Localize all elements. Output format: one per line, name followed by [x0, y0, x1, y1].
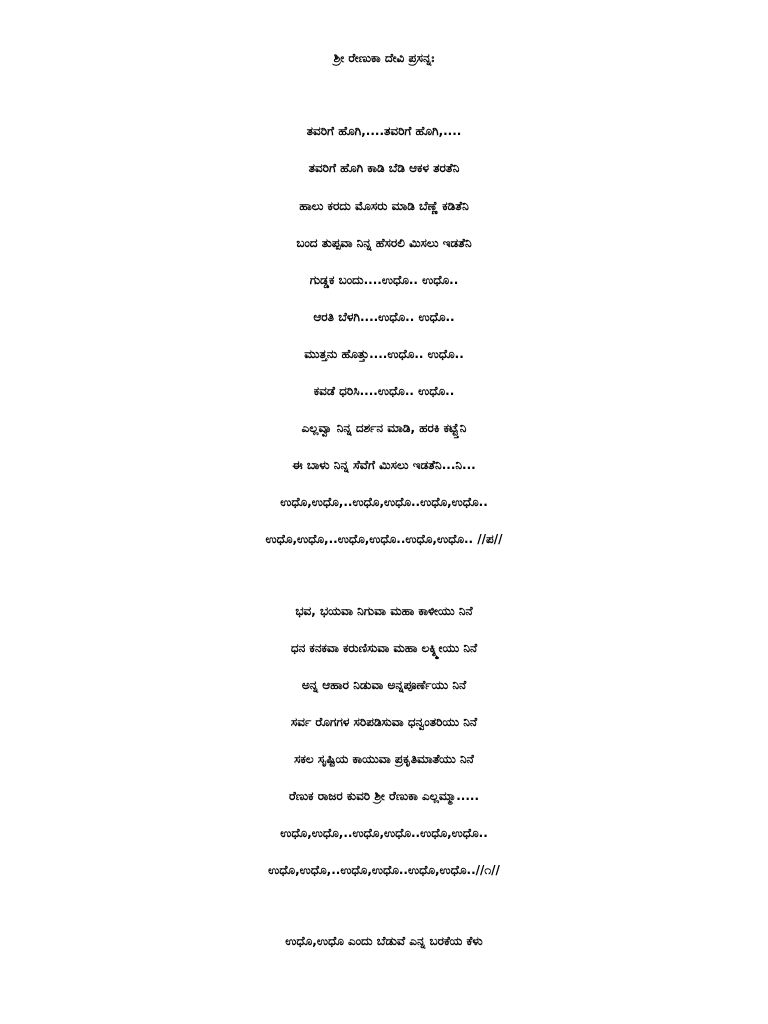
verse-line: ಸರ್ವ ರೊಗಗಳ ಸರಿಪಡಿಸುವಾ ಧನ್ವಂತರಿಯು ನಿನೆ: [290, 715, 478, 729]
verse-line: ಆರತಿ ಬೆಳಗಿ....ಉಧೊ.. ಉಧೊ..: [313, 310, 455, 324]
page-title: ಶ್ರೀ ರೇಣುಕಾ ದೇವಿ ಪ್ರಸನ್ನಃ: [333, 51, 435, 65]
verse-line: ಮುತ್ತನು ಹೊತ್ತು....ಉಧೊ.. ಉಧೊ..: [304, 347, 464, 361]
chorus-line: ಉಧೊ,ಉಧೊ,..ಉಧೊ,ಉಧೊ..ಉಧೊ,ಉಧೊ..: [280, 826, 488, 840]
chorus-line: ಉಧೊ,ಉಧೊ,..ಉಧೊ,ಉಧೊ..ಉಧೊ,ಉಧೊ.. //ಪ//: [265, 532, 503, 546]
verse-line: ಹಾಲು ಕರದು ಮೊಸರು ಮಾಡಿ ಬೆಣ್ಣೆ ಕಡಿತೆನಿ: [299, 199, 469, 213]
verse-line: ತವರಿಗೆ ಹೊಗಿ,....ತವರಿಗೆ ಹೊಗಿ,....: [306, 124, 462, 138]
verse-line: ಈ ಬಾಳು ನಿನ್ನ ಸೆವೆಗೆ ಮಿಸಲು ಇಡತೆನಿ...ನಿ...: [292, 458, 476, 472]
chorus-line: ಉಧೊ,ಉಧೊ,..ಉಧೊ,ಉಧೊ..ಉಧೊ,ಉಧೊ..: [280, 495, 488, 509]
verse-line: ಕವಡೆ ಧರಿಸಿ....ಉಧೊ.. ಉಧೊ..: [313, 384, 455, 398]
verse-line: ಧನ ಕನಕವಾ ಕರುಣಿಸುವಾ ಮಹಾ ಲಕ್ಶ್ಮೀಯು ನಿನೆ: [290, 641, 478, 655]
verse-line: ಎಲ್ಲವ್ವಾ ನಿನ್ನ ದರ್ಶನ ಮಾಡಿ, ಹರಕಿ ಕಟ್ಟ್ತೆನಿ: [301, 421, 467, 435]
verse-line: ಬಂದ ತುಪ್ಪವಾ ನಿನ್ನ ಹೆಸರಲಿ ಮಿಸಲು ಇಡತೆನಿ: [296, 236, 472, 250]
chorus-line: ಉಧೊ,ಉಧೊ,..ಉಧೊ,ಉಧೊ..ಉಧೊ,ಉಧೊ..//೧//: [268, 863, 500, 877]
verse-line: ರೆಣುಕ ರಾಜರ ಕುವರಿ ಶ್ರೀ ರೆಣುಕಾ ಎಲ್ಲಮ್ಮಾ.....: [288, 789, 480, 803]
verse-line: ತವರಿಗೆ ಹೊಗಿ ಕಾಡಿ ಬೆಡಿ ಆಕಳ ತರತೆನಿ: [308, 161, 460, 175]
verse-line: ಸಕಲ ಸೃಷ್ಟಿಯ ಕಾಯುವಾ ಪ್ರಕೃತಿಮಾತೆಯು ನಿನೆ: [294, 752, 474, 766]
verse-line: ಅನ್ನ ಆಹಾರ ನಿಡುವಾ ಅನ್ನಪೂರ್ಣೆಯು ನಿನೆ: [301, 678, 467, 692]
verse-line: ಗುಡ್ಡಕ ಬಂದು....ಉಧೊ.. ಉಧೊ..: [309, 273, 459, 287]
verse-line: ಉಧೊ,ಉಧೊ ಎಂದು ಬೆಡುವೆ ಎನ್ನ ಬರಕೆಯ ಕೆಳು: [285, 934, 483, 948]
verse-line: ಭವ, ಭಯವಾ ನಿಗುವಾ ಮಹಾ ಕಾಳೀಯು ನಿನೆ: [295, 604, 473, 618]
